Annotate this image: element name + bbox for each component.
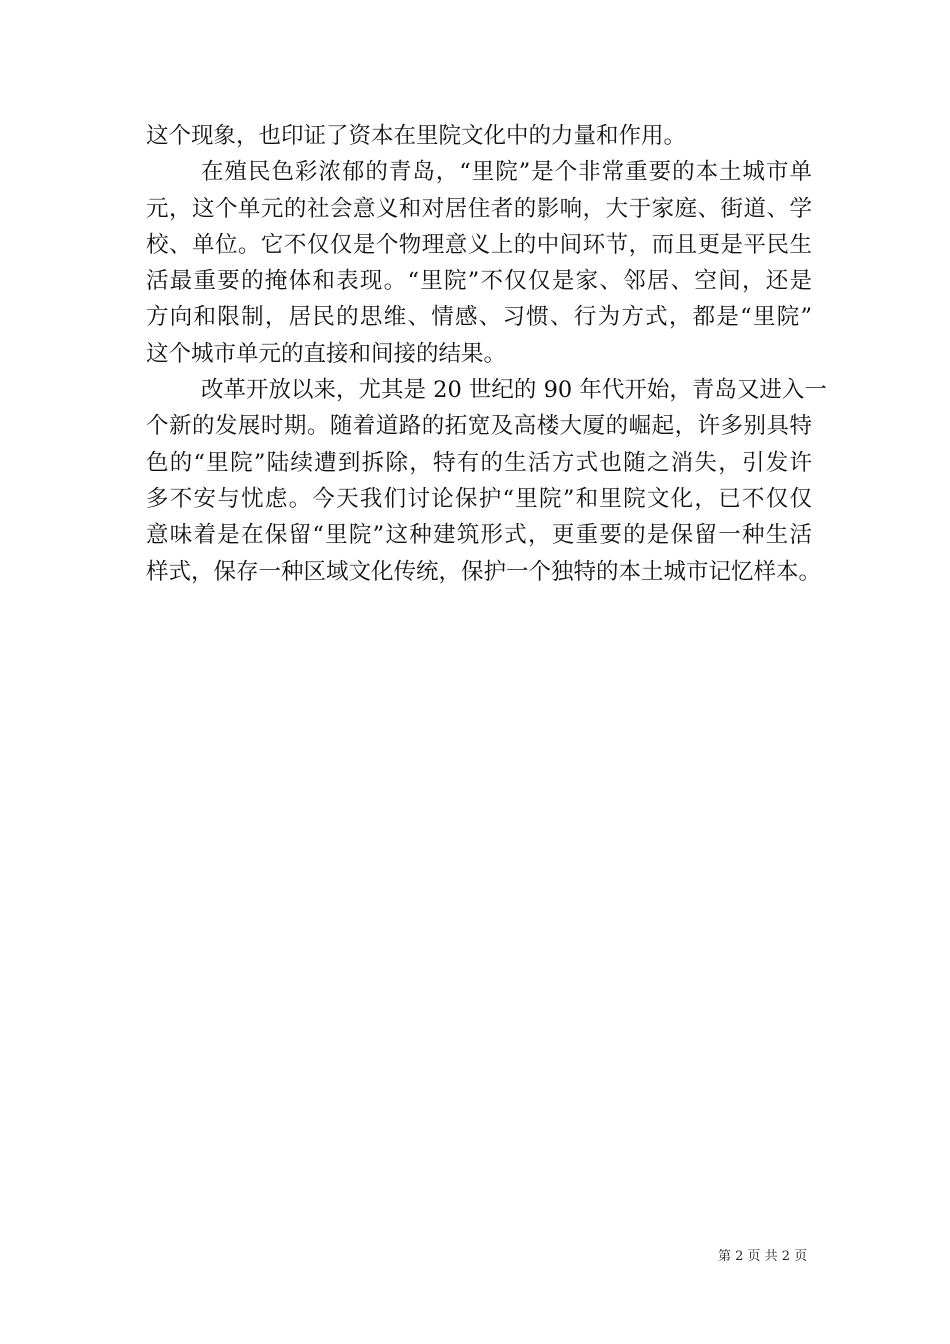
- paragraph-line: 活最重要的掩体和表现。“里院”不仅仅是家、邻居、空间，还是: [146, 268, 812, 295]
- document-body: [146, 118, 827, 590]
- paragraph-line: 样式，保存一种区域文化传统，保护一个独特的本土城市记忆样本。: [146, 558, 822, 585]
- paragraph-line: 色的“里院”陆续遭到拆除，特有的生活方式也随之消失，引发许: [146, 449, 812, 476]
- paragraph-line: 多不安与忧虑。今天我们讨论保护“里院”和里院文化，已不仅仅: [146, 485, 812, 512]
- paragraph-line: 校、单位。它不仅仅是个物理意义上的中间环节，而且更是平民生: [146, 231, 812, 258]
- paragraph-line: 方向和限制，居民的思维、情感、习惯、行为方式，都是“里院”: [146, 304, 812, 331]
- paragraph-line: 改革开放以来，尤其是 20 世纪的 90 年代开始，青岛又进入一: [201, 377, 827, 404]
- paragraph-line: 在殖民色彩浓郁的青岛，“里院”是个非常重要的本土城市单: [201, 159, 812, 186]
- paragraph-line: 元，这个单元的社会意义和对居住者的影响，大于家庭、街道、学: [146, 195, 812, 222]
- paragraph-line: 这个城市单元的直接和间接的结果。: [146, 340, 507, 367]
- paragraph-line: 这个现象，也印证了资本在里院文化中的力量和作用。: [146, 123, 687, 149]
- paragraph-line: 个新的发展时期。随着道路的拓宽及高楼大厦的崛起，许多别具特: [146, 413, 812, 440]
- paragraph-line: 意味着是在保留“里院”这种建筑形式，更重要的是保留一种生活: [146, 522, 812, 549]
- page-number-footer: 第 2 页 共 2 页: [718, 1249, 808, 1264]
